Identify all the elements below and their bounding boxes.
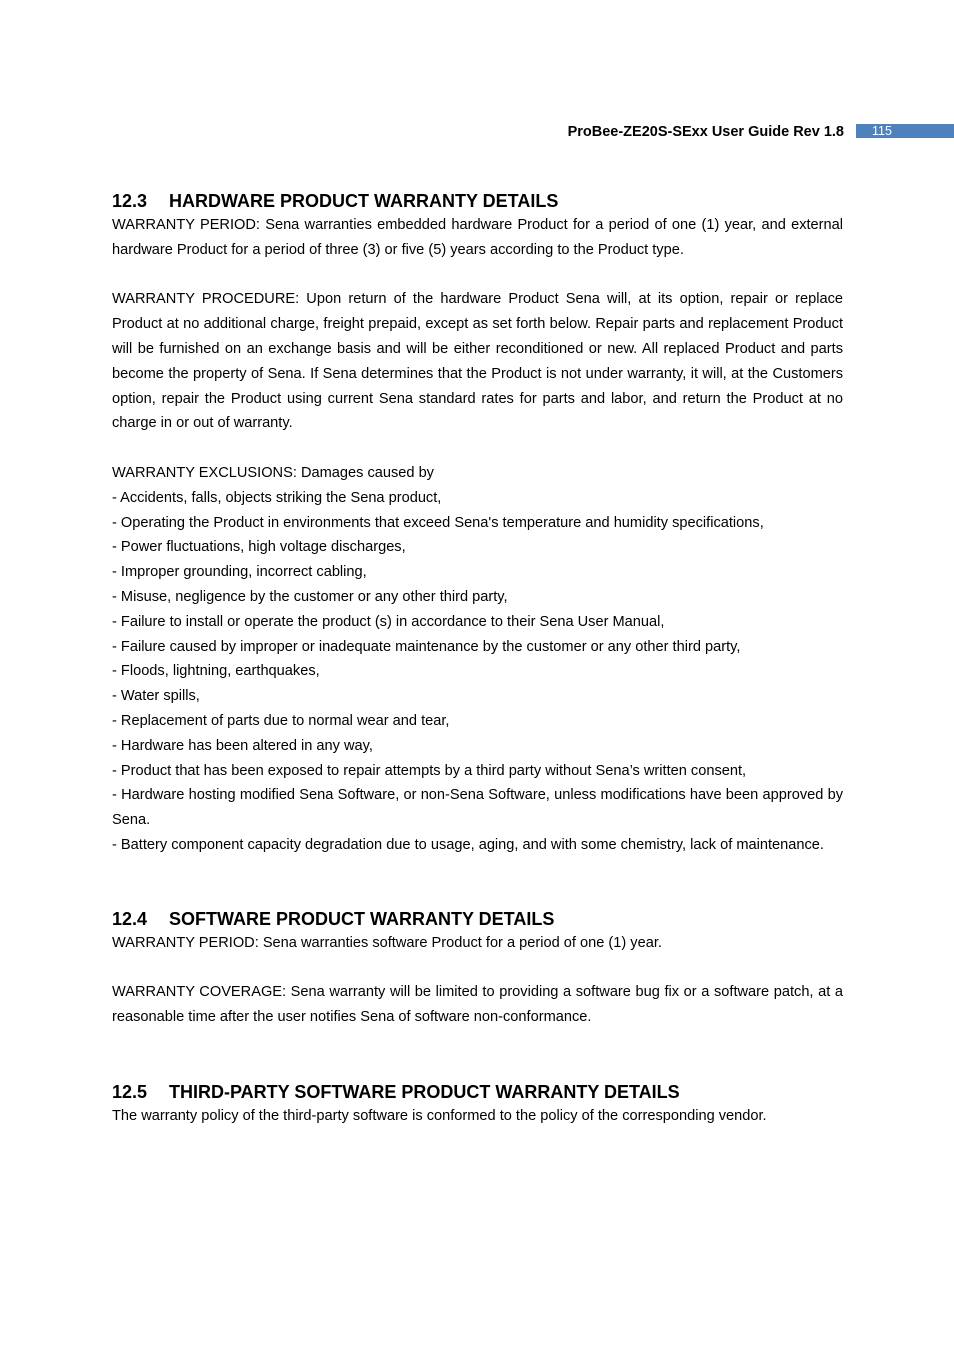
section-heading: [112, 907, 843, 931]
section-title: SOFTWARE PRODUCT WARRANTY DETAILS: [169, 908, 555, 929]
list-item: - Failure to install or operate the product (s) in accordance to their Sena User Manual,: [112, 613, 665, 630]
list-item: - Hardware hosting modified Sena Software, or non-Sena Software, unless modifications have been approved by Sena.: [112, 787, 843, 829]
list-item: - Improper grounding, incorrect cabling,: [112, 564, 367, 581]
section-number: 12.4: [112, 908, 148, 929]
section-heading: [112, 189, 843, 213]
list-item: - Water spills,: [112, 688, 200, 705]
section-software-warranty: [112, 907, 843, 1030]
section-title: THIRD-PARTY SOFTWARE PRODUCT WARRANTY DETAILS: [169, 1081, 680, 1102]
section-third-party-warranty: [112, 1080, 843, 1129]
warranty-exclusions-intro: WARRANTY EXCLUSIONS: Damages caused by: [112, 464, 434, 481]
list-item: - Battery component capacity degradation due to usage, aging, and with some chemistry, lack of maintenance.: [112, 836, 824, 853]
page-content: [112, 189, 843, 1129]
third-party-warranty-paragraph: The warranty policy of the third-party software is conformed to the policy of the corresponding vendor.: [112, 1107, 767, 1124]
section-number: 12.5: [112, 1081, 148, 1102]
section-heading: [112, 1080, 843, 1104]
warranty-period-paragraph: WARRANTY PERIOD: Sena warranties software Product for a period of one (1) year.: [112, 934, 662, 951]
list-item: - Hardware has been altered in any way,: [112, 737, 373, 754]
warranty-period-paragraph: WARRANTY PERIOD: Sena warranties embedded hardware Product for a period of one (1) year, and external hardware Product for a period of three (3) or five (5) years according to the Product type.: [112, 217, 843, 258]
list-item: - Floods, lightning, earthquakes,: [112, 663, 320, 680]
list-item: - Misuse, negligence by the customer or any other third party,: [112, 588, 508, 605]
list-item: - Power fluctuations, high voltage discharges,: [112, 539, 406, 556]
warranty-procedure-paragraph: WARRANTY PROCEDURE: Upon return of the hardware Product Sena will, at its option, repair or replace Product at no additional charge, freight prepaid, except as set forth below. Repair parts and replacement Product will be furnished on an exchange basis and will be either reconditioned or new. All replaced Product and parts become the property of Sena. If Sena determines that the Product is not under warranty, it will, at the Customers option, repair the Product using current Sena standard rates for parts and labor, and return the Product at no charge in or out of warranty.: [112, 291, 843, 432]
section-title: HARDWARE PRODUCT WARRANTY DETAILS: [169, 191, 559, 211]
list-item: - Failure caused by improper or inadequate maintenance by the customer or any other third party,: [112, 638, 741, 655]
list-item: - Product that has been exposed to repair attempts by a third party without Sena’s written consent,: [112, 762, 747, 779]
warranty-coverage-paragraph: WARRANTY COVERAGE: Sena warranty will be limited to providing a software bug fix or a software patch, at a reasonable time after the user notifies Sena of software non-conformance.: [112, 984, 843, 1026]
page-number: 115: [856, 124, 954, 138]
section-hardware-warranty: [112, 189, 843, 858]
document-title: ProBee-ZE20S-SExx User Guide Rev 1.8: [567, 124, 844, 140]
list-item: - Replacement of parts due to normal wear and tear,: [112, 712, 450, 729]
list-item: - Accidents, falls, objects striking the Sena product,: [112, 489, 442, 506]
warranty-exclusions-list: [112, 486, 843, 858]
section-number: 12.3: [112, 191, 148, 211]
page-header: [0, 121, 954, 141]
list-item: - Operating the Product in environments that exceed Sena's temperature and humidity specifications,: [112, 514, 764, 531]
